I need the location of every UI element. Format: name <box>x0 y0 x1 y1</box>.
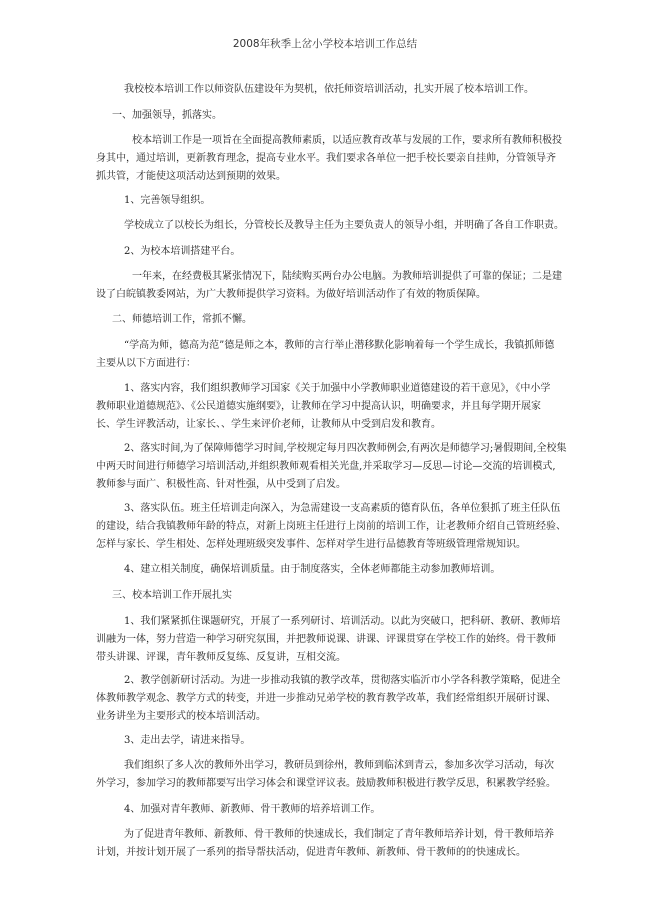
paragraph-line: 1、我们紧紧抓住课题研究，开展了一系列研讨、培训活动。以此为突破口，把科研、教研、教师培 <box>124 616 561 627</box>
paragraph-line: 3、走出去学，请进来指导。 <box>124 735 251 746</box>
paragraph <box>96 500 566 554</box>
paragraph <box>96 243 566 261</box>
paragraph <box>96 311 566 329</box>
paragraph <box>96 613 566 667</box>
paragraph <box>96 440 566 494</box>
paragraph <box>96 81 566 99</box>
paragraph-line: 二、师德培训工作，常抓不懈。 <box>112 314 252 325</box>
paragraph <box>96 132 566 186</box>
paragraph <box>96 587 566 605</box>
paragraph-line: 2、落实时间,为了保障师德学习时间,学校规定每月四次教师例会,有两次是师德学习;暑假期间,全校集 <box>124 443 567 454</box>
paragraph-line: 的建设，结合我镇教师年龄的特点，对新上岗班主任进行上岗前的培训工作，让老教师介绍自己管班经验、 <box>96 521 566 532</box>
paragraph-line: 训融为一体，努力营造一种学习研究氛围，并把教师说课、讲课、评课贯穿在学校工作的始终。骨干教师 <box>96 634 556 645</box>
paragraph-line: 三、校本培训工作开展扎实 <box>112 590 232 601</box>
paragraph-line: 主要从以下方面进行： <box>96 358 196 369</box>
paragraph-line: 体教师教学观念、教学方式的转变，并进一步推动兄弟学校的教育教学改革，我们经常组织开展研讨课、 <box>96 693 556 704</box>
paragraph <box>96 757 566 793</box>
paragraph-line: 1、完善领导组织。 <box>124 195 211 206</box>
paragraph-line: 一、加强领导，抓落实。 <box>112 110 222 121</box>
paragraph-line: 抓共管，才能使这项活动达到预期的效果。 <box>96 171 286 182</box>
paragraph-line: 1、落实内容，我们组织教师学习国家《关于加强中小学教师职业道德建设的若干意见》，《中小学 <box>124 383 551 394</box>
paragraph <box>96 192 566 210</box>
paragraph-line: 教师参与面广、积极性高、针对性强，从中受到了启发。 <box>96 479 346 490</box>
paragraph <box>96 268 566 304</box>
paragraph-line: 带头讲课、评课，青年教师反复练、反复讲，互相交流。 <box>96 652 346 663</box>
paragraph-line: 设了白皖镇教委网站，为广大教师提供学习资料。为做好培训活动作了有效的物质保障。 <box>96 289 486 300</box>
paragraph-line: 怎样与家长、学生相处、怎样处理班级突发事件、怎样对学生进行品德教育等班级管理常规知识。 <box>96 539 526 550</box>
paragraph-line: 外学习，参加学习的教师都要写出学习体会和课堂评议表。鼓励教师积极进行教学反思，积累教学经验。 <box>96 778 556 789</box>
paragraph-line: 长、学生评教活动，让家长、、学生来评价老师，让教师从中受到启发和教育。 <box>96 419 441 430</box>
paragraph-line: 4、加强对青年教师、新教师、骨干教师的培养培训工作。 <box>124 804 381 815</box>
paragraph-line: 一年来，在经费极其紧张情况下，陆续购买两台办公电脑。为教师培训提供了可靠的保证；二是建 <box>132 271 562 282</box>
paragraph <box>96 672 566 726</box>
paragraph-line: 为了促进青年教师、新教师、骨干教师的快速成长，我们制定了青年教师培养计划，骨干教师培养 <box>124 829 554 840</box>
paragraph-line: 中两天时间进行师德学习培训活动,并组织教师观看相关光盘,并采取学习—反思—讨论—交流的培训模式, <box>96 461 556 472</box>
paragraph <box>96 107 566 125</box>
paragraph-line: 教师职业道德规范》、《公民道德实施纲要》，让教师在学习中提高认识，明确要求，并且每学期开展家 <box>96 401 541 412</box>
paragraph-line: 我们组织了多人次的教师外出学习，教研员到徐州，教师到临沭到青云，参加多次学习活动，每次 <box>124 760 554 771</box>
paragraph-line: 2、为校本培训搭建平台。 <box>124 246 241 257</box>
paragraph-line: 校本培训工作是一项旨在全面提高教师素质，以适应教育改革与发展的工作，要求所有教师积极投 <box>132 135 562 146</box>
paragraph-line: 2、教学创新研讨活动。为进一步推动我镇的教学改革，贯彻落实临沂市小学各科教学策略，促进全 <box>124 675 561 686</box>
paragraph <box>96 826 566 862</box>
paragraph-line: 业务讲坐为主要形式的校本培训活动。 <box>96 711 266 722</box>
paragraph-line: 我校校本培训工作以师资队伍建设年为契机，依托师资培训活动，扎实开展了校本培训工作。 <box>124 84 534 95</box>
paragraph-line: 4、建立相关制度，确保培训质量。由于制度落实，全体老师都能主动参加教师培训。 <box>124 564 501 575</box>
paragraph <box>96 732 566 750</box>
paragraph-line: “学高为师，德高为范”德是师之本，教师的言行举止潜移默化影响着每一个学生成长，我镇抓师德 <box>124 340 555 351</box>
paragraph <box>96 561 566 579</box>
paragraph <box>96 380 566 434</box>
paragraph-line: 计划，并按计划开展了一系列的指导帮扶活动，促进青年教师、新教师、骨干教师的的快速成长。 <box>96 847 526 858</box>
paragraph-line: 学校成立了以校长为组长，分管校长及教导主任为主要负责人的领导小组，并明确了各自工作职责。 <box>124 220 564 231</box>
paragraph <box>96 217 566 235</box>
paragraph-line: 3、落实队伍。班主任培训走向深入，为急需建设一支高素质的德育队伍，各单位狠抓了班主任队伍 <box>124 503 561 514</box>
page-title: 2008年秋季上岔小学校本培训工作总结 <box>232 38 418 50</box>
paragraph-line: 身其中，通过培训，更新教育理念，提高专业水平。我们要求各单位一把手校长要亲自挂帅，分管领导齐 <box>96 153 556 164</box>
paragraph <box>96 801 566 819</box>
paragraph <box>96 337 566 373</box>
